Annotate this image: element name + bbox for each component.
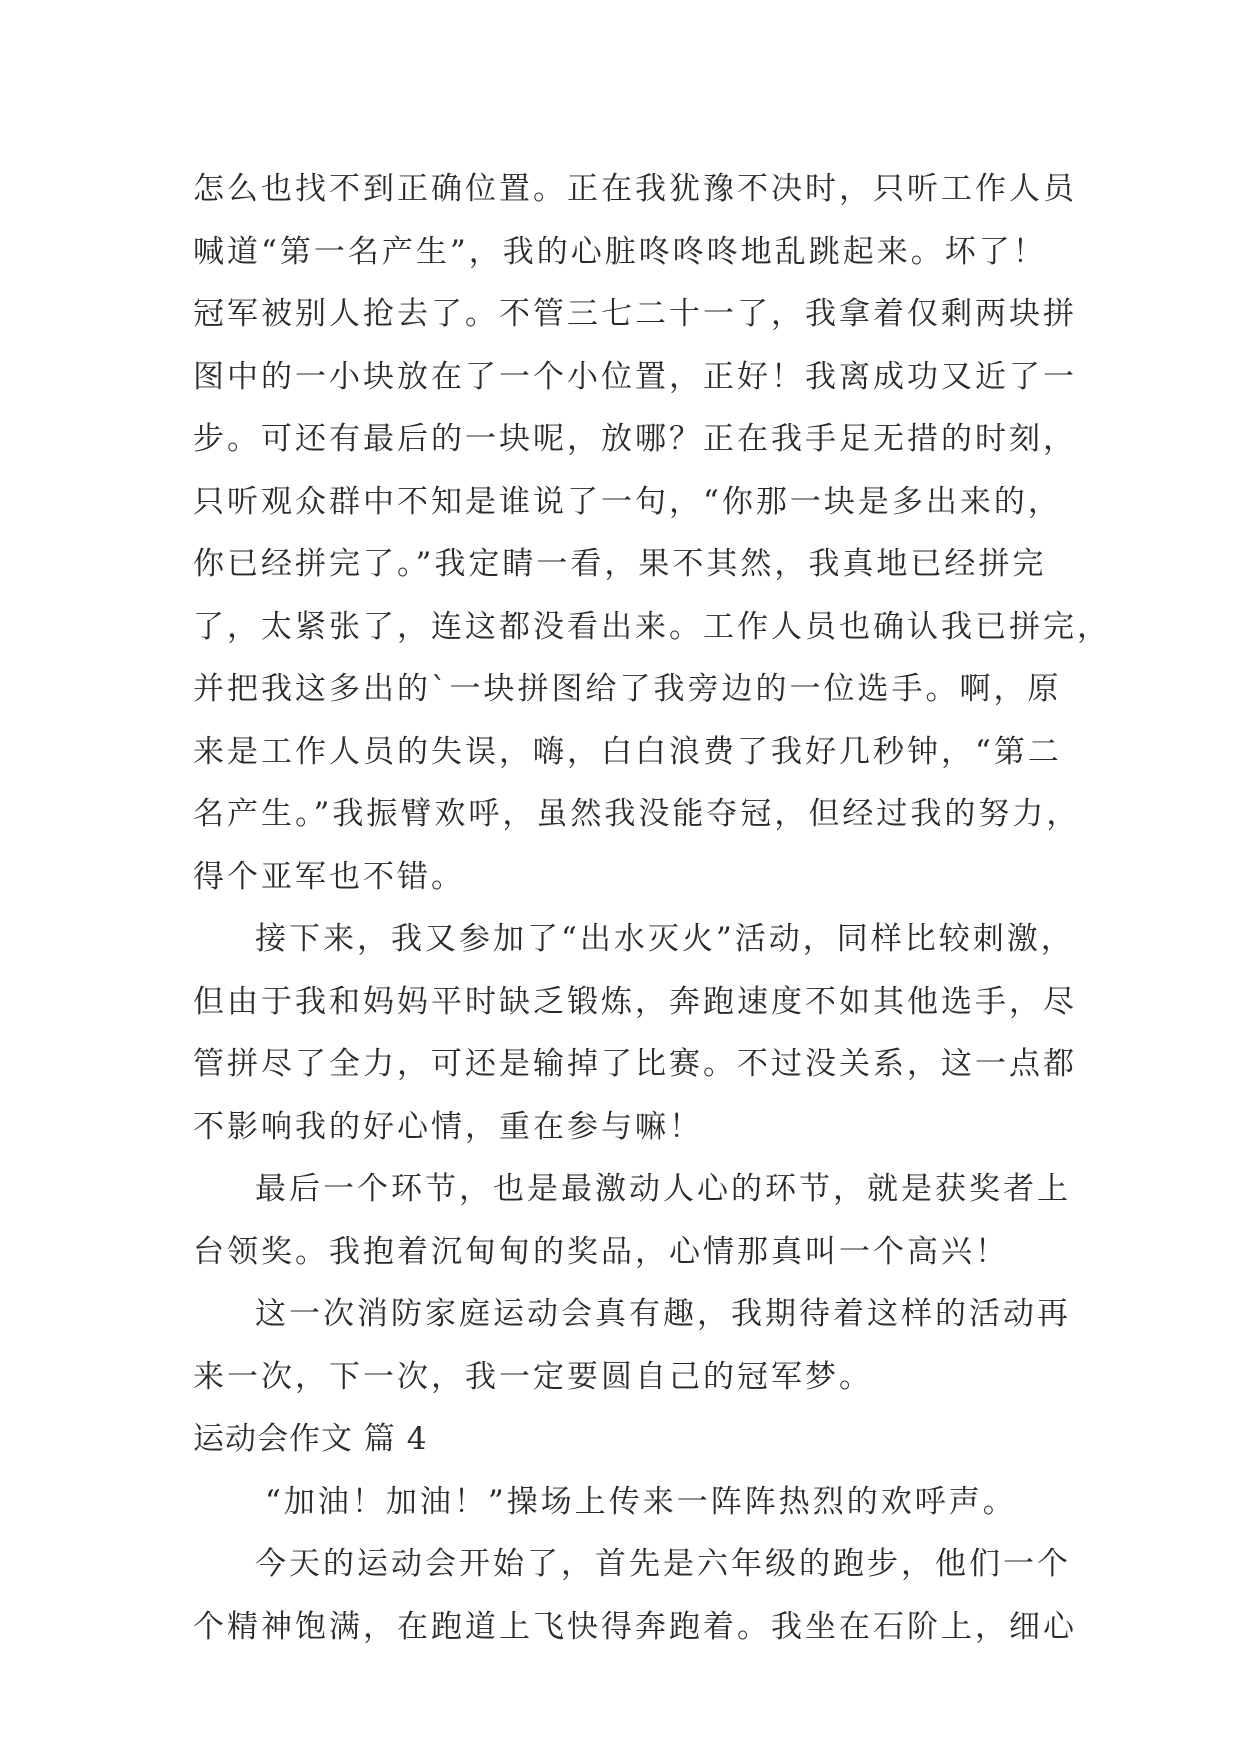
text-line: 喊道“第一名产生”，我的心脏咚咚咚地乱跳起来。坏了！ [193,233,1047,270]
section-heading: 运动会作文 篇 4 [193,1421,428,1457]
text-line: 你已经拼完了。”我定睛一看，果不其然，我真地已经拼完 [193,546,1047,582]
text-line: 来一次，下一次，我一定要圆自己的冠军梦。 [193,1358,873,1395]
text-line: 步。可还有最后的一块呢，放哪？正在我手足无措的时刻， [193,421,1077,457]
text-line: 得个亚军也不错。 [193,858,465,895]
text-line: 名产生。”我振臂欢呼，虽然我没能夺冠，但经过我的努力， [193,796,1081,832]
paragraph-start-line: 今天的运动会开始了，首先是六年级的跑步，他们一个 [255,1546,1071,1582]
text-line: 管拼尽了全力，可还是输掉了比赛。不过没关系，这一点都 [193,1046,1077,1082]
text-line: 但由于我和妈妈平时缺乏锻炼，奔跑速度不如其他选手，尽 [193,983,1077,1020]
paragraph-start-line: 接下来，我又参加了“出水灭火”活动，同样比较刺激， [255,921,1075,957]
text-line: 怎么也找不到正确位置。正在我犹豫不决时，只听工作人员 [193,171,1077,207]
text-line: 个精神饱满，在跑道上飞快得奔跑着。我坐在石阶上，细心 [193,1608,1077,1645]
text-line: 了，太紧张了，连这都没看出来。工作人员也确认我已拼完， [193,608,1111,645]
text-line: 不影响我的好心情，重在参与嘛！ [193,1108,703,1145]
text-line: 冠军被别人抢去了。不管三七二十一了，我拿着仅剩两块拼 [193,296,1077,332]
text-line: 只听观众群中不知是谁说了一句，“你那一块是多出来的， [193,483,1062,520]
text-line: 来是工作人员的失误，嗨，白白浪费了我好几秒钟，“第二 [193,733,1062,770]
paragraph-start-line: 最后一个环节，也是最激动人心的环节，就是获奖者上 [255,1171,1071,1207]
paragraph-start-line: “加油！加油！”操场上传来一阵阵热烈的欢呼声。 [265,1483,1017,1520]
text-line: 图中的一小块放在了一个小位置，正好！我离成功又近了一 [193,358,1077,395]
paragraph-start-line: 这一次消防家庭运动会真有趣，我期待着这样的活动再 [255,1296,1071,1332]
text-line: 并把我这多出的`一块拼图给了我旁边的一位选手。啊，原 [193,671,1062,707]
text-line: 台领奖。我抱着沉甸甸的奖品，心情那真叫一个高兴！ [193,1233,1009,1270]
article-body [193,158,1111,1658]
